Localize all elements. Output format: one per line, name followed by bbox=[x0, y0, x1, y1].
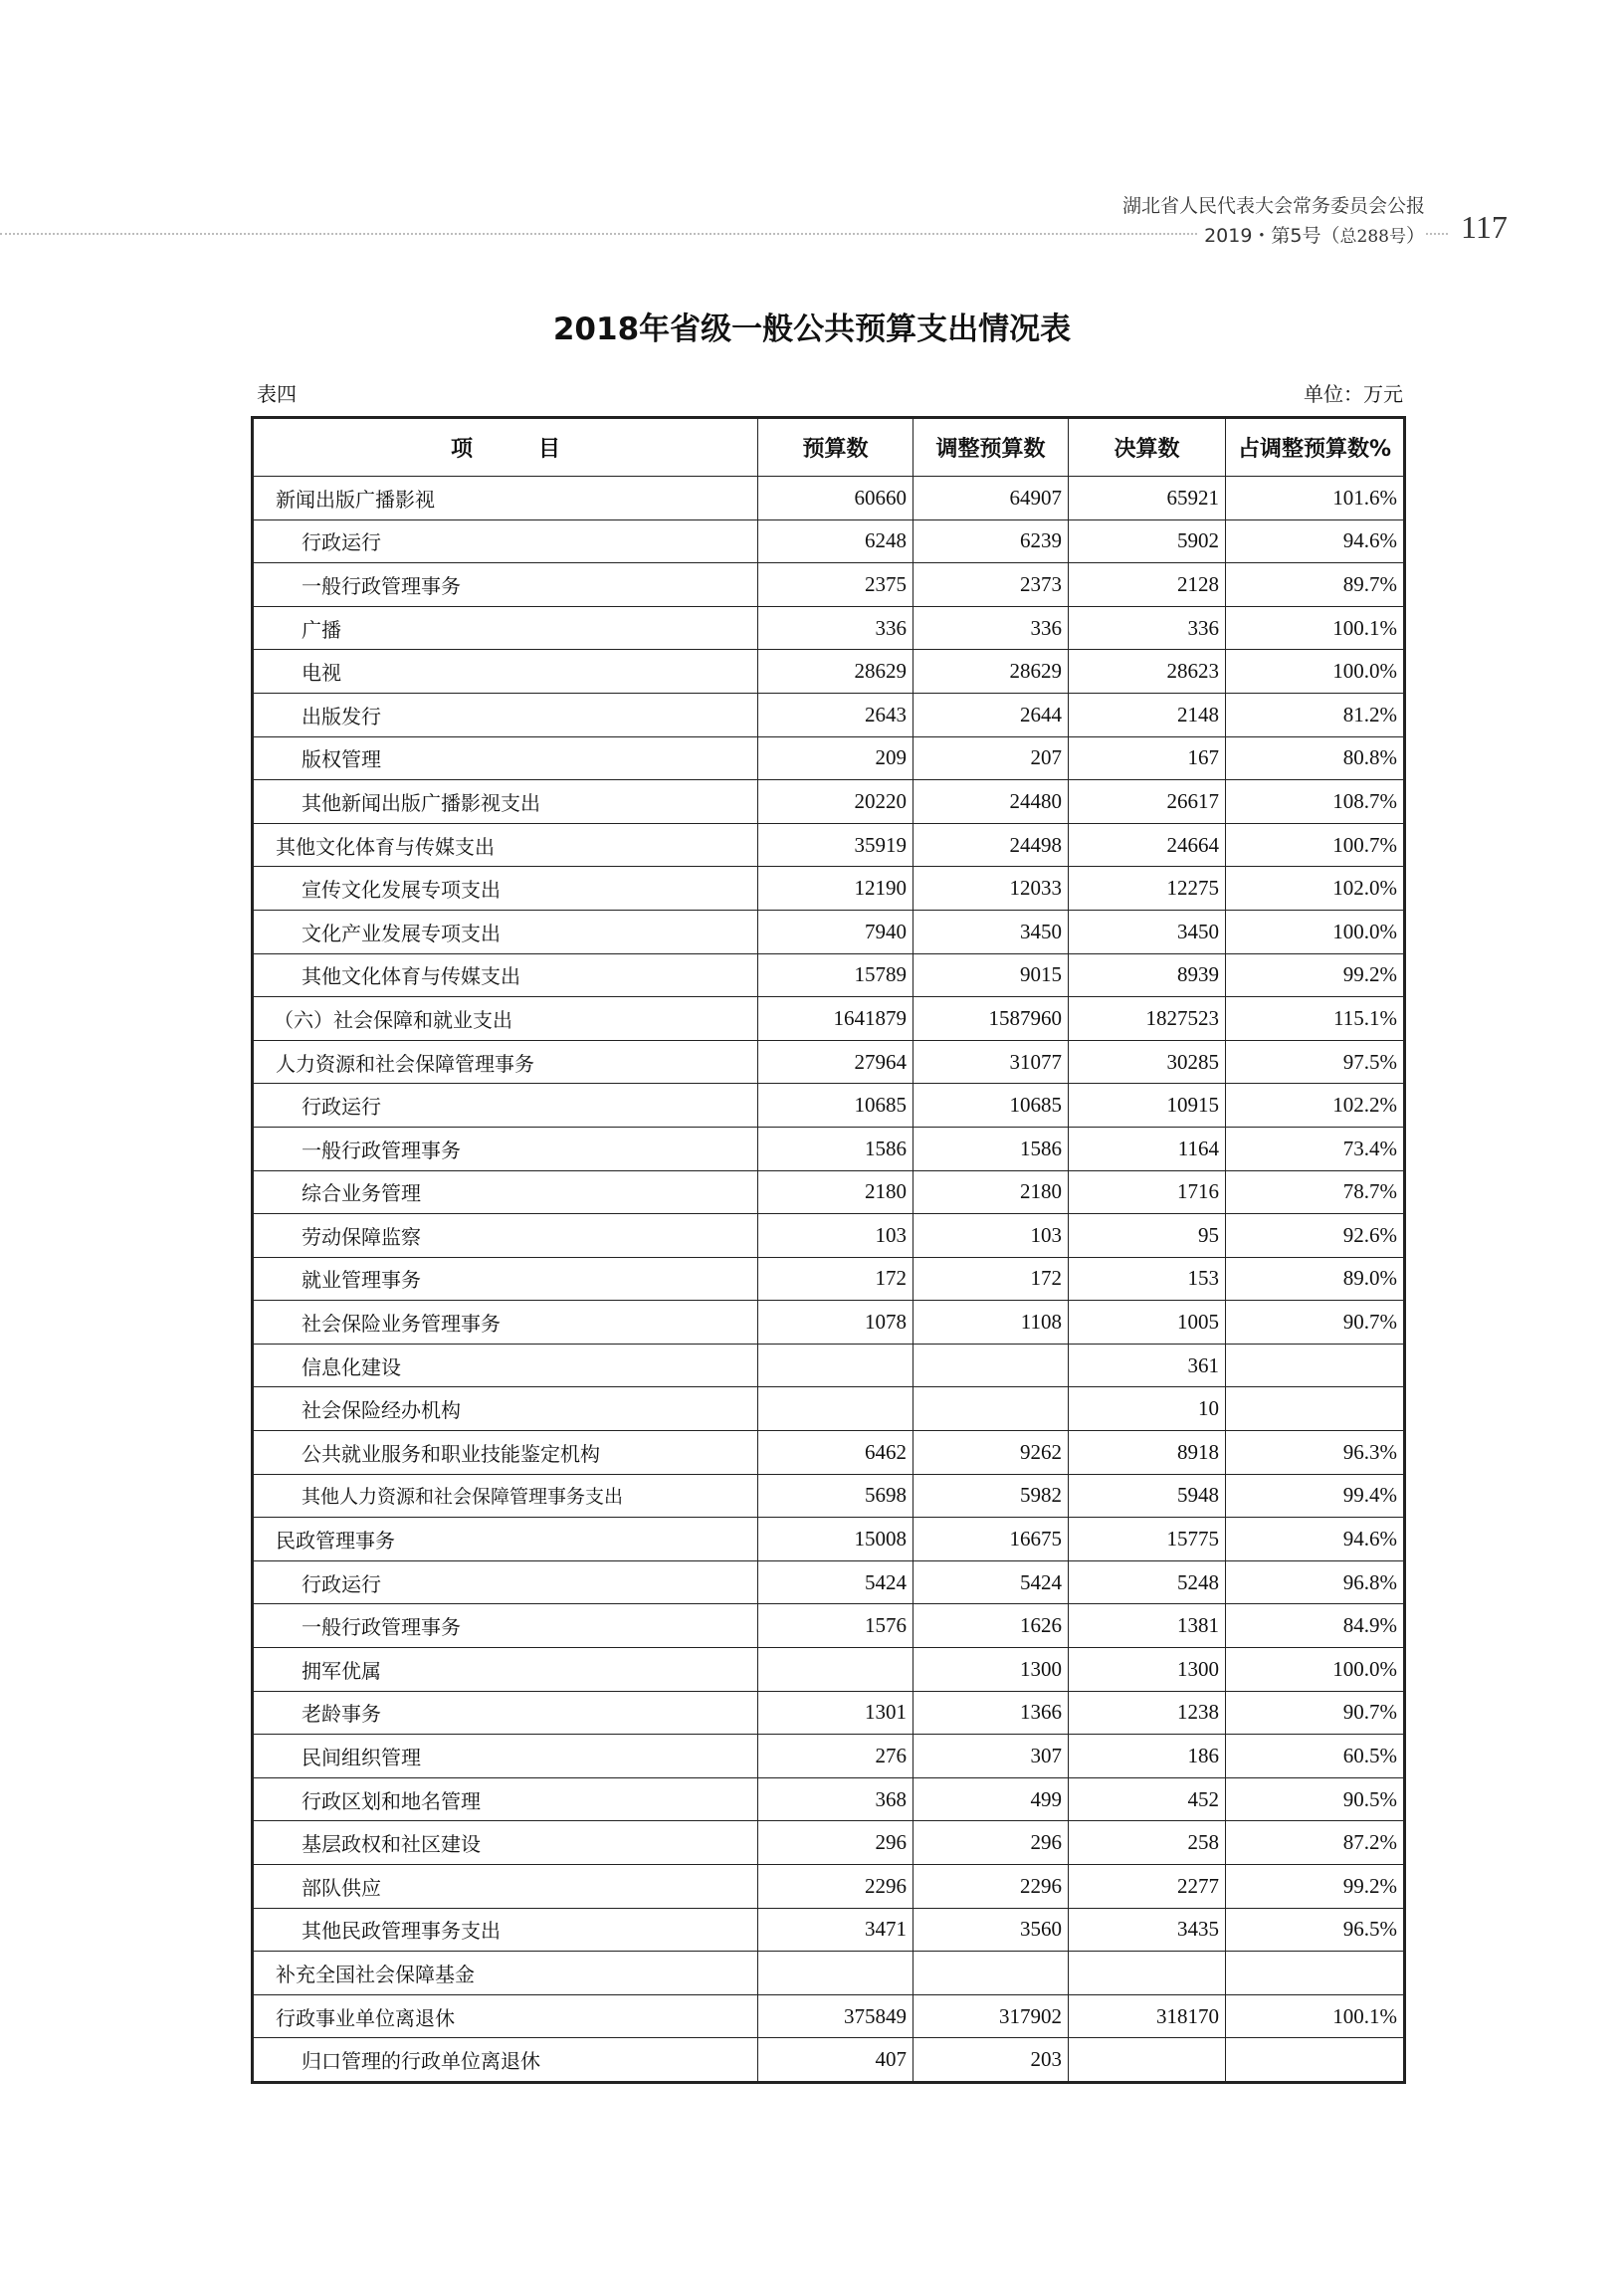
row-item-name: 归口管理的行政单位离退休 bbox=[253, 2038, 758, 2083]
row-item-name: 版权管理 bbox=[253, 736, 758, 780]
row-adjusted: 2180 bbox=[914, 1170, 1069, 1214]
row-budget: 15789 bbox=[758, 953, 914, 997]
row-budget: 209 bbox=[758, 736, 914, 780]
row-percent: 101.6% bbox=[1226, 477, 1405, 520]
table-row bbox=[253, 693, 1405, 736]
row-percent: 90.7% bbox=[1226, 1691, 1405, 1735]
row-final: 30285 bbox=[1069, 1040, 1226, 1084]
row-adjusted: 16675 bbox=[914, 1518, 1069, 1561]
row-budget: 2296 bbox=[758, 1865, 914, 1909]
row-budget: 12190 bbox=[758, 867, 914, 911]
table-row bbox=[253, 650, 1405, 694]
row-budget: 5698 bbox=[758, 1474, 914, 1518]
row-item-name: 行政运行 bbox=[253, 519, 758, 563]
row-percent: 100.7% bbox=[1226, 823, 1405, 867]
row-percent: 89.0% bbox=[1226, 1257, 1405, 1301]
row-final: 2148 bbox=[1069, 693, 1226, 736]
row-final: 318170 bbox=[1069, 1994, 1226, 2038]
row-item-name: 社会保险业务管理事务 bbox=[253, 1301, 758, 1345]
row-percent: 99.2% bbox=[1226, 1865, 1405, 1909]
row-final: 1300 bbox=[1069, 1648, 1226, 1692]
row-item-name: 民政管理事务 bbox=[253, 1518, 758, 1561]
table-header-row bbox=[253, 418, 1405, 477]
row-budget: 2643 bbox=[758, 693, 914, 736]
row-adjusted: 307 bbox=[914, 1735, 1069, 1778]
row-item-name: 民间组织管理 bbox=[253, 1735, 758, 1778]
table-row bbox=[253, 1518, 1405, 1561]
row-percent: 90.5% bbox=[1226, 1777, 1405, 1821]
row-item-name: 人力资源和社会保障管理事务 bbox=[253, 1040, 758, 1084]
row-budget bbox=[758, 1952, 914, 1995]
row-percent: 87.2% bbox=[1226, 1821, 1405, 1865]
row-item-name: 就业管理事务 bbox=[253, 1257, 758, 1301]
row-adjusted: 1300 bbox=[914, 1648, 1069, 1692]
row-adjusted bbox=[914, 1387, 1069, 1431]
table-row bbox=[253, 1821, 1405, 1865]
row-item-name: 信息化建设 bbox=[253, 1344, 758, 1387]
table-row bbox=[253, 1084, 1405, 1128]
row-item-name: 出版发行 bbox=[253, 693, 758, 736]
row-budget: 103 bbox=[758, 1214, 914, 1258]
table-row bbox=[253, 1735, 1405, 1778]
row-adjusted: 296 bbox=[914, 1821, 1069, 1865]
row-final: 452 bbox=[1069, 1777, 1226, 1821]
document-title: 2018年省级一般公共预算支出情况表 bbox=[552, 311, 1072, 347]
table-label: 表四 bbox=[257, 382, 297, 406]
row-adjusted: 103 bbox=[914, 1214, 1069, 1258]
row-final: 10915 bbox=[1069, 1084, 1226, 1128]
row-adjusted: 9262 bbox=[914, 1431, 1069, 1475]
row-item-name: 劳动保障监察 bbox=[253, 1214, 758, 1258]
table-row bbox=[253, 823, 1405, 867]
column-header-budget: 预算数 bbox=[758, 418, 914, 477]
row-budget: 20220 bbox=[758, 780, 914, 824]
row-adjusted: 1626 bbox=[914, 1604, 1069, 1648]
row-item-name: 其他民政管理事务支出 bbox=[253, 1908, 758, 1952]
row-percent: 100.0% bbox=[1226, 650, 1405, 694]
row-budget: 172 bbox=[758, 1257, 914, 1301]
row-budget: 1641879 bbox=[758, 997, 914, 1041]
row-budget: 1576 bbox=[758, 1604, 914, 1648]
table-row bbox=[253, 997, 1405, 1041]
row-percent bbox=[1226, 1952, 1405, 1995]
row-adjusted: 28629 bbox=[914, 650, 1069, 694]
table-row bbox=[253, 1214, 1405, 1258]
row-budget: 368 bbox=[758, 1777, 914, 1821]
row-item-name: 宣传文化发展专项支出 bbox=[253, 867, 758, 911]
row-item-name: 其他新闻出版广播影视支出 bbox=[253, 780, 758, 824]
row-percent bbox=[1226, 1387, 1405, 1431]
row-percent: 92.6% bbox=[1226, 1214, 1405, 1258]
table-row bbox=[253, 1170, 1405, 1214]
row-final: 5902 bbox=[1069, 519, 1226, 563]
issue-close: ） bbox=[1405, 225, 1425, 247]
table-row bbox=[253, 1387, 1405, 1431]
row-item-name: 广播 bbox=[253, 606, 758, 650]
row-percent: 80.8% bbox=[1226, 736, 1405, 780]
row-budget: 6462 bbox=[758, 1431, 914, 1475]
row-budget: 7940 bbox=[758, 910, 914, 953]
row-budget bbox=[758, 1344, 914, 1387]
row-percent: 100.0% bbox=[1226, 1648, 1405, 1692]
row-final: 26617 bbox=[1069, 780, 1226, 824]
row-item-name: 电视 bbox=[253, 650, 758, 694]
table-row bbox=[253, 606, 1405, 650]
row-adjusted: 9015 bbox=[914, 953, 1069, 997]
table-row bbox=[253, 1560, 1405, 1604]
row-budget: 1301 bbox=[758, 1691, 914, 1735]
table-row bbox=[253, 780, 1405, 824]
row-item-name: 综合业务管理 bbox=[253, 1170, 758, 1214]
row-percent: 89.7% bbox=[1226, 563, 1405, 607]
row-item-name: 一般行政管理事务 bbox=[253, 1604, 758, 1648]
row-percent: 84.9% bbox=[1226, 1604, 1405, 1648]
row-item-name: 其他文化体育与传媒支出 bbox=[253, 823, 758, 867]
row-percent: 94.6% bbox=[1226, 1518, 1405, 1561]
row-budget: 296 bbox=[758, 1821, 914, 1865]
row-item-name: 补充全国社会保障基金 bbox=[253, 1952, 758, 1995]
row-adjusted: 24480 bbox=[914, 780, 1069, 824]
row-adjusted: 1587960 bbox=[914, 997, 1069, 1041]
row-adjusted: 1366 bbox=[914, 1691, 1069, 1735]
row-budget: 276 bbox=[758, 1735, 914, 1778]
row-percent: 100.1% bbox=[1226, 1994, 1405, 2038]
row-item-name: 社会保险经办机构 bbox=[253, 1387, 758, 1431]
row-adjusted: 499 bbox=[914, 1777, 1069, 1821]
row-adjusted: 172 bbox=[914, 1257, 1069, 1301]
row-final: 2277 bbox=[1069, 1865, 1226, 1909]
row-adjusted: 336 bbox=[914, 606, 1069, 650]
row-percent: 97.5% bbox=[1226, 1040, 1405, 1084]
row-final: 8918 bbox=[1069, 1431, 1226, 1475]
column-header-adjusted: 调整预算数 bbox=[914, 418, 1069, 477]
column-header-final: 决算数 bbox=[1069, 418, 1226, 477]
row-item-name: 行政运行 bbox=[253, 1084, 758, 1128]
row-percent: 99.4% bbox=[1226, 1474, 1405, 1518]
row-item-name: 老龄事务 bbox=[253, 1691, 758, 1735]
row-percent: 78.7% bbox=[1226, 1170, 1405, 1214]
row-adjusted: 3450 bbox=[914, 910, 1069, 953]
row-adjusted: 64907 bbox=[914, 477, 1069, 520]
row-final: 153 bbox=[1069, 1257, 1226, 1301]
row-item-name: 拥军优属 bbox=[253, 1648, 758, 1692]
row-item-name: （六）社会保障和就业支出 bbox=[253, 997, 758, 1041]
row-percent: 96.3% bbox=[1226, 1431, 1405, 1475]
row-budget: 375849 bbox=[758, 1994, 914, 2038]
table-row bbox=[253, 519, 1405, 563]
row-item-name: 新闻出版广播影视 bbox=[253, 477, 758, 520]
row-adjusted bbox=[914, 1344, 1069, 1387]
row-adjusted: 2373 bbox=[914, 563, 1069, 607]
table-row bbox=[253, 2038, 1405, 2083]
table-row bbox=[253, 1994, 1405, 2038]
row-final: 167 bbox=[1069, 736, 1226, 780]
row-adjusted: 2644 bbox=[914, 693, 1069, 736]
row-final: 1238 bbox=[1069, 1691, 1226, 1735]
row-item-name: 一般行政管理事务 bbox=[253, 1127, 758, 1170]
row-adjusted: 203 bbox=[914, 2038, 1069, 2083]
table-row bbox=[253, 1040, 1405, 1084]
table-row bbox=[253, 1474, 1405, 1518]
row-adjusted: 1108 bbox=[914, 1301, 1069, 1345]
row-final bbox=[1069, 1952, 1226, 1995]
row-final: 2128 bbox=[1069, 563, 1226, 607]
row-final: 1164 bbox=[1069, 1127, 1226, 1170]
row-budget: 28629 bbox=[758, 650, 914, 694]
row-percent: 60.5% bbox=[1226, 1735, 1405, 1778]
column-header-percent: 占调整预算数% bbox=[1226, 418, 1405, 477]
row-budget bbox=[758, 1648, 914, 1692]
row-adjusted: 5424 bbox=[914, 1560, 1069, 1604]
row-adjusted: 207 bbox=[914, 736, 1069, 780]
row-item-name: 其他文化体育与传媒支出 bbox=[253, 953, 758, 997]
row-item-name: 行政区划和地名管理 bbox=[253, 1777, 758, 1821]
row-percent: 96.8% bbox=[1226, 1560, 1405, 1604]
table-row bbox=[253, 1127, 1405, 1170]
table-row bbox=[253, 1777, 1405, 1821]
row-final: 28623 bbox=[1069, 650, 1226, 694]
journal-title: 湖北省人民代表大会常务委员会公报 bbox=[1121, 195, 1425, 217]
table-row bbox=[253, 1691, 1405, 1735]
row-item-name: 行政事业单位离退休 bbox=[253, 1994, 758, 2038]
row-final: 1827523 bbox=[1069, 997, 1226, 1041]
row-final: 3450 bbox=[1069, 910, 1226, 953]
table-body bbox=[253, 477, 1405, 2083]
row-budget: 1586 bbox=[758, 1127, 914, 1170]
row-adjusted: 6239 bbox=[914, 519, 1069, 563]
row-final: 24664 bbox=[1069, 823, 1226, 867]
row-budget: 6248 bbox=[758, 519, 914, 563]
row-adjusted: 31077 bbox=[914, 1040, 1069, 1084]
table-row bbox=[253, 867, 1405, 911]
row-percent: 90.7% bbox=[1226, 1301, 1405, 1345]
page-header bbox=[0, 189, 1624, 259]
row-final: 258 bbox=[1069, 1821, 1226, 1865]
row-adjusted: 12033 bbox=[914, 867, 1069, 911]
table-row bbox=[253, 1604, 1405, 1648]
row-final: 336 bbox=[1069, 606, 1226, 650]
row-budget bbox=[758, 1387, 914, 1431]
row-percent: 100.1% bbox=[1226, 606, 1405, 650]
table-row bbox=[253, 1257, 1405, 1301]
row-final: 3435 bbox=[1069, 1908, 1226, 1952]
row-final: 95 bbox=[1069, 1214, 1226, 1258]
column-header-item: 项 目 bbox=[253, 418, 758, 477]
row-final bbox=[1069, 2038, 1226, 2083]
row-percent: 102.2% bbox=[1226, 1084, 1405, 1128]
row-budget: 407 bbox=[758, 2038, 914, 2083]
row-final: 1005 bbox=[1069, 1301, 1226, 1345]
row-final: 1716 bbox=[1069, 1170, 1226, 1214]
row-adjusted: 5982 bbox=[914, 1474, 1069, 1518]
row-adjusted: 3560 bbox=[914, 1908, 1069, 1952]
table-row bbox=[253, 953, 1405, 997]
row-final: 5248 bbox=[1069, 1560, 1226, 1604]
table-row bbox=[253, 1865, 1405, 1909]
row-final: 15775 bbox=[1069, 1518, 1226, 1561]
row-budget: 10685 bbox=[758, 1084, 914, 1128]
row-item-name: 一般行政管理事务 bbox=[253, 563, 758, 607]
row-item-name: 行政运行 bbox=[253, 1560, 758, 1604]
unit-label: 单位：万元 bbox=[1304, 382, 1403, 406]
row-item-name: 部队供应 bbox=[253, 1865, 758, 1909]
issue-info bbox=[1198, 221, 1425, 248]
row-percent: 73.4% bbox=[1226, 1127, 1405, 1170]
row-final: 65921 bbox=[1069, 477, 1226, 520]
table-row bbox=[253, 736, 1405, 780]
table-row bbox=[253, 1431, 1405, 1475]
row-budget: 60660 bbox=[758, 477, 914, 520]
row-budget: 1078 bbox=[758, 1301, 914, 1345]
row-adjusted: 24498 bbox=[914, 823, 1069, 867]
table-row bbox=[253, 563, 1405, 607]
row-budget: 35919 bbox=[758, 823, 914, 867]
row-percent bbox=[1226, 2038, 1405, 2083]
row-adjusted: 10685 bbox=[914, 1084, 1069, 1128]
row-adjusted: 1586 bbox=[914, 1127, 1069, 1170]
row-percent: 81.2% bbox=[1226, 693, 1405, 736]
row-percent: 102.0% bbox=[1226, 867, 1405, 911]
row-final: 1381 bbox=[1069, 1604, 1226, 1648]
row-budget: 3471 bbox=[758, 1908, 914, 1952]
row-adjusted bbox=[914, 1952, 1069, 1995]
table-row bbox=[253, 477, 1405, 520]
page-number: 117 bbox=[1461, 209, 1508, 245]
table-row bbox=[253, 1952, 1405, 1995]
row-percent bbox=[1226, 1344, 1405, 1387]
row-adjusted: 2296 bbox=[914, 1865, 1069, 1909]
row-budget: 2375 bbox=[758, 563, 914, 607]
row-percent: 99.2% bbox=[1226, 953, 1405, 997]
row-item-name: 文化产业发展专项支出 bbox=[253, 910, 758, 953]
row-budget: 336 bbox=[758, 606, 914, 650]
row-percent: 94.6% bbox=[1226, 519, 1405, 563]
table-row bbox=[253, 1908, 1405, 1952]
row-budget: 2180 bbox=[758, 1170, 914, 1214]
row-percent: 100.0% bbox=[1226, 910, 1405, 953]
row-final: 5948 bbox=[1069, 1474, 1226, 1518]
row-percent: 115.1% bbox=[1226, 997, 1405, 1041]
row-budget: 15008 bbox=[758, 1518, 914, 1561]
row-item-name: 公共就业服务和职业技能鉴定机构 bbox=[253, 1431, 758, 1475]
table-row bbox=[253, 910, 1405, 953]
row-final: 10 bbox=[1069, 1387, 1226, 1431]
issue-label: 2019・第5号（ bbox=[1204, 225, 1340, 247]
budget-table bbox=[251, 416, 1406, 2084]
row-final: 186 bbox=[1069, 1735, 1226, 1778]
row-percent: 96.5% bbox=[1226, 1908, 1405, 1952]
row-adjusted: 317902 bbox=[914, 1994, 1069, 2038]
issue-total: 总288号 bbox=[1339, 227, 1406, 247]
row-budget: 5424 bbox=[758, 1560, 914, 1604]
row-item-name: 其他人力资源和社会保障管理事务支出 bbox=[253, 1474, 758, 1518]
row-budget: 27964 bbox=[758, 1040, 914, 1084]
table-row bbox=[253, 1648, 1405, 1692]
table-row bbox=[253, 1344, 1405, 1387]
row-percent: 108.7% bbox=[1226, 780, 1405, 824]
row-final: 361 bbox=[1069, 1344, 1226, 1387]
row-final: 8939 bbox=[1069, 953, 1226, 997]
table-row bbox=[253, 1301, 1405, 1345]
row-final: 12275 bbox=[1069, 867, 1226, 911]
row-item-name: 基层政权和社区建设 bbox=[253, 1821, 758, 1865]
